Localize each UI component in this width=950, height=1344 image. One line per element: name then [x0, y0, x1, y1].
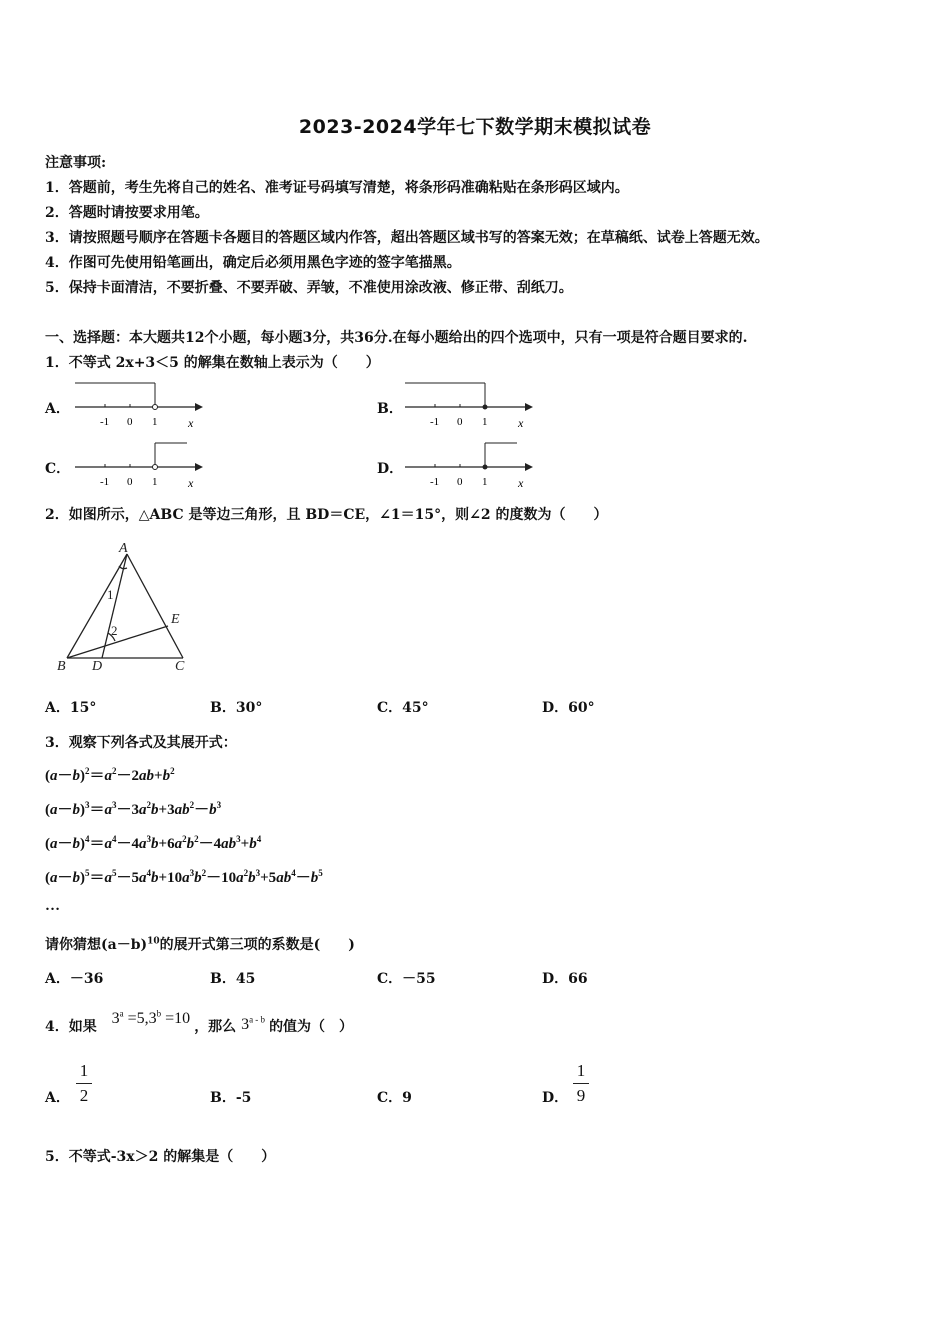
- q2-triangle-figure: [55, 540, 205, 675]
- q1-option-b[interactable]: B．: [377, 401, 403, 417]
- q3-option-b[interactable]: B．45: [210, 971, 256, 987]
- q1-numberline-a: [75, 380, 205, 430]
- notice-item: 1．答题前，考生先将自己的姓名、准考证号码填写清楚，将条形码准确粘贴在条形码区域内。: [45, 180, 629, 196]
- q3-ask: 请你猜想$(a-b)^{10}$的展开式第三项的系数是( ): [45, 936, 355, 953]
- q1-stem: 1．不等式 2x+3＜5 的解集在数轴上表示为（ ）: [45, 355, 380, 371]
- section-heading: 一、选择题：本大题共12个小题，每小题3分，共36分.在每小题给出的四个选项中，只有一项是符合题目要求的.: [45, 330, 748, 346]
- fraction-one-ninth: 1 9: [573, 1061, 589, 1106]
- tick-label: 1: [482, 476, 488, 488]
- q3-stem: 3．观察下列各式及其展开式：: [45, 735, 237, 751]
- q3-option-d[interactable]: D．66: [542, 971, 588, 987]
- label-c: C: [175, 659, 185, 674]
- expansion-2: $(a-b)^2=a^2-2ab+b^2$: [45, 766, 175, 784]
- fraction-one-half: 1 2: [76, 1061, 92, 1106]
- notice-heading: 注意事项:: [45, 155, 107, 171]
- tick-label: 1: [152, 476, 158, 488]
- axis-var: x: [518, 476, 524, 490]
- page-title: 2023-2024学年七下数学期末模拟试卷: [298, 116, 652, 138]
- tick-label: 1: [482, 416, 488, 428]
- tick-label: -1: [430, 416, 440, 428]
- q1-numberline-c: [75, 440, 205, 490]
- q4-option-d[interactable]: D．: [542, 1090, 569, 1106]
- tick-label: 0: [457, 416, 463, 428]
- notice-item: 5．保持卡面清洁，不要折叠、不要弄破、弄皱，不准使用涂改液、修正带、刮纸刀。: [45, 280, 573, 296]
- tick-label: 0: [127, 416, 133, 428]
- label-a: A: [119, 541, 128, 556]
- q1-option-d[interactable]: D．: [377, 461, 404, 477]
- tick-label: -1: [100, 476, 110, 488]
- angle-1-label: 1: [107, 587, 114, 602]
- tick-label: -1: [100, 416, 110, 428]
- q4-option-a[interactable]: A．: [45, 1090, 70, 1106]
- q1-option-c[interactable]: C．: [45, 461, 71, 477]
- q2-option-a[interactable]: A．15°: [45, 700, 97, 716]
- expansion-4: $(a-b)^4=a^4-4a^3b+6a^2b^2-4ab^3+b^4$: [45, 834, 262, 852]
- notice-item: 3．请按照题号顺序在答题卡各题目的答题区域内作答，超出答题区域书写的答案无效；在草稿纸、试卷上答题无效。: [45, 230, 769, 246]
- tick-label: 0: [127, 476, 133, 488]
- q2-option-d[interactable]: D．60°: [542, 700, 595, 716]
- q2-option-b[interactable]: B．30°: [210, 700, 263, 716]
- q1-numberline-d: [405, 440, 535, 490]
- axis-var: x: [188, 476, 194, 490]
- q4-option-c[interactable]: C．9: [377, 1090, 412, 1106]
- q3-option-a[interactable]: A．－36: [45, 971, 104, 987]
- notice-item: 4．作图可先使用铅笔画出，确定后必须用黑色字迹的签字笔描黑。: [45, 255, 461, 271]
- q5-stem: 5．不等式-3x＞2 的解集是（ ）: [45, 1149, 276, 1165]
- q1-numberline-b: [405, 380, 535, 430]
- q4-stem: 4．如果 $3^a =5,3^b =10$ ，那么 3$^{a - b}$ 的值为（ ）: [45, 1008, 354, 1035]
- axis-var: x: [188, 416, 194, 430]
- tick-label: 0: [457, 476, 463, 488]
- q1-option-a[interactable]: A．: [45, 401, 70, 417]
- axis-var: x: [518, 416, 524, 430]
- tick-label: -1: [430, 476, 440, 488]
- ellipsis: …: [45, 898, 60, 914]
- expansion-3: $(a-b)^3=a^3-3a^2b+3ab^2-b^3$: [45, 800, 222, 818]
- q3-option-c[interactable]: C．－55: [377, 971, 436, 987]
- q2-option-c[interactable]: C．45°: [377, 700, 429, 716]
- expansion-5: $(a-b)^5=a^5-5a^4b+10a^3b^2-10a^2b^3+5ab^4-b^5$: [45, 868, 323, 886]
- label-b: B: [57, 659, 66, 674]
- q2-stem: 2．如图所示，△ABC 是等边三角形，且 BD＝CE，∠1＝15°，则∠2 的度数为（ ）: [45, 507, 608, 523]
- label-e: E: [171, 612, 180, 627]
- tick-label: 1: [152, 416, 158, 428]
- angle-2-label: 2: [111, 623, 118, 638]
- label-d: D: [92, 659, 103, 674]
- q4-option-b[interactable]: B．-5: [210, 1090, 252, 1106]
- notice-item: 2．答题时请按要求用笔。: [45, 205, 209, 221]
